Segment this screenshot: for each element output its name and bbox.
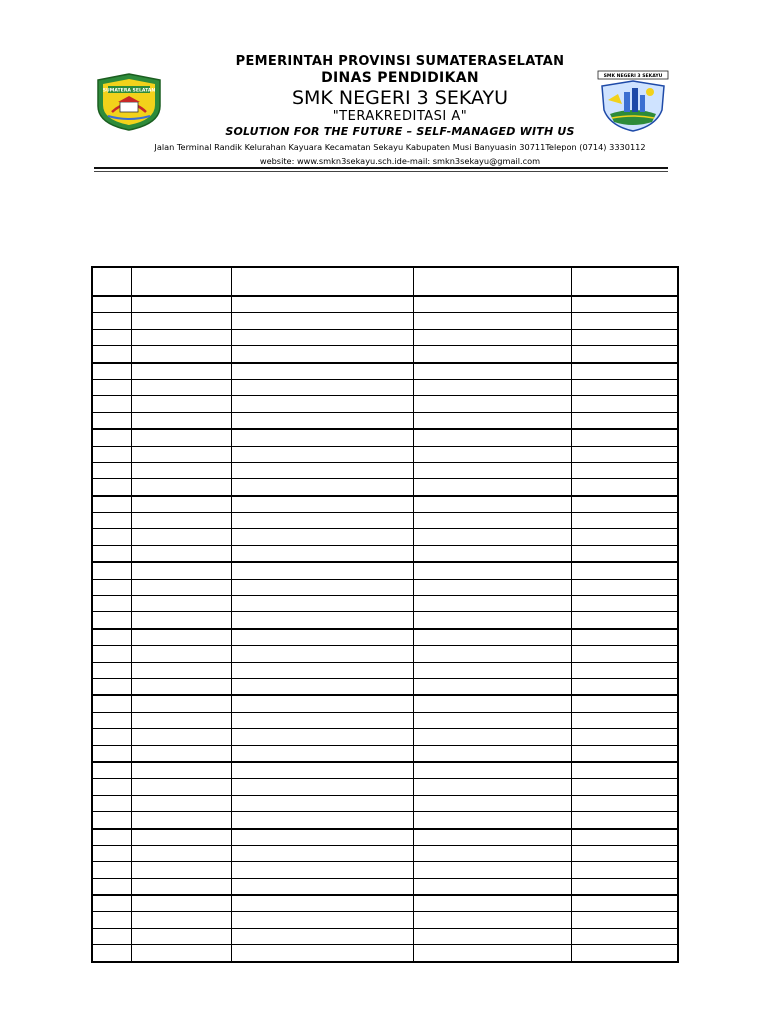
table-cell xyxy=(92,678,131,695)
table-cell xyxy=(231,462,413,478)
table-cell xyxy=(231,363,413,380)
table-row xyxy=(92,496,678,513)
table-cell xyxy=(131,712,231,728)
table-row xyxy=(92,712,678,728)
accreditation: "TERAKREDITASI A" xyxy=(332,109,468,124)
table-cell xyxy=(92,845,131,861)
table-cell xyxy=(231,678,413,695)
table-cell xyxy=(231,878,413,895)
table-cell xyxy=(571,346,678,363)
table-row xyxy=(92,462,678,478)
table-cell xyxy=(92,363,131,380)
table-cell xyxy=(131,396,231,412)
table-cell xyxy=(92,313,131,329)
table-cell xyxy=(131,267,231,296)
table-cell xyxy=(413,729,571,745)
table-cell xyxy=(92,479,131,496)
table-cell xyxy=(92,296,131,313)
letterhead xyxy=(130,54,670,168)
table-cell xyxy=(413,862,571,878)
table-cell xyxy=(231,313,413,329)
table-cell xyxy=(571,429,678,446)
table-cell xyxy=(413,529,571,545)
table-cell xyxy=(413,329,571,345)
table-cell xyxy=(413,928,571,944)
address: Jalan Terminal Randik Kelurahan Kayuara Kecamatan Sekayu Kabupaten Musi Banyuasin 30711Telepon (0714) 3330112 xyxy=(154,142,646,152)
table-cell xyxy=(231,945,413,962)
table-row xyxy=(92,329,678,345)
table-cell xyxy=(413,379,571,395)
table-row xyxy=(92,346,678,363)
table-row xyxy=(92,513,678,529)
table-cell xyxy=(571,712,678,728)
table-cell xyxy=(92,446,131,462)
table-cell xyxy=(571,678,678,695)
table-cell xyxy=(92,729,131,745)
table-row xyxy=(92,363,678,380)
government-name: PEMERINTAH PROVINSI SUMATERASELATAN xyxy=(235,54,565,69)
table-cell xyxy=(413,412,571,429)
table-cell xyxy=(231,695,413,712)
table-cell xyxy=(231,912,413,928)
table-row xyxy=(92,928,678,944)
table-cell xyxy=(131,612,231,629)
table-cell xyxy=(413,695,571,712)
table-cell xyxy=(413,945,571,962)
table-row xyxy=(92,579,678,595)
table-row xyxy=(92,562,678,579)
department-name: DINAS PENDIDIKAN xyxy=(321,70,479,86)
table-cell xyxy=(92,812,131,829)
table-cell xyxy=(231,446,413,462)
table-cell xyxy=(131,562,231,579)
table-cell xyxy=(231,895,413,912)
table-cell xyxy=(571,446,678,462)
table-cell xyxy=(131,878,231,895)
table-cell xyxy=(131,646,231,662)
table-cell xyxy=(231,829,413,846)
table-row xyxy=(92,479,678,496)
table-row xyxy=(92,545,678,562)
table-cell xyxy=(571,878,678,895)
table-cell xyxy=(92,795,131,811)
table-cell xyxy=(92,912,131,928)
table-cell xyxy=(231,712,413,728)
table-cell xyxy=(131,313,231,329)
table-cell xyxy=(92,629,131,646)
table-cell xyxy=(92,945,131,962)
table-cell xyxy=(413,829,571,846)
table-row xyxy=(92,662,678,678)
table-cell xyxy=(231,267,413,296)
table-cell xyxy=(231,762,413,779)
motto: SOLUTION FOR THE FUTURE – SELF-MANAGED WITH US xyxy=(225,125,575,138)
table-cell xyxy=(231,496,413,513)
table-cell xyxy=(413,579,571,595)
table-cell xyxy=(131,363,231,380)
table-cell xyxy=(231,779,413,795)
table-cell xyxy=(92,379,131,395)
contact-info: website: www.smkn3sekayu.sch.ide-mail: smkn3sekayu@gmail.com xyxy=(259,156,541,166)
table-cell xyxy=(231,928,413,944)
table-row xyxy=(92,945,678,962)
table-cell xyxy=(92,612,131,629)
table-cell xyxy=(231,562,413,579)
table-cell xyxy=(131,629,231,646)
table-cell xyxy=(131,695,231,712)
table-cell xyxy=(131,845,231,861)
table-cell xyxy=(231,579,413,595)
table-cell xyxy=(231,329,413,345)
table-cell xyxy=(92,895,131,912)
table-cell xyxy=(131,762,231,779)
table-cell xyxy=(231,296,413,313)
table-cell xyxy=(571,545,678,562)
table-row xyxy=(92,745,678,762)
table-cell xyxy=(571,912,678,928)
table-cell xyxy=(92,545,131,562)
table-cell xyxy=(131,729,231,745)
table-row xyxy=(92,529,678,545)
table-cell xyxy=(131,829,231,846)
table-cell xyxy=(92,878,131,895)
table-cell xyxy=(131,329,231,345)
table-cell xyxy=(571,779,678,795)
table-cell xyxy=(131,596,231,612)
table-cell xyxy=(92,412,131,429)
table-cell xyxy=(571,412,678,429)
table-cell xyxy=(92,579,131,595)
table-cell xyxy=(92,513,131,529)
table-cell xyxy=(413,712,571,728)
table-cell xyxy=(92,529,131,545)
table-cell xyxy=(231,646,413,662)
table-cell xyxy=(131,496,231,513)
table-cell xyxy=(231,513,413,529)
table-cell xyxy=(92,779,131,795)
table-cell xyxy=(413,462,571,478)
table-row xyxy=(92,429,678,446)
table-cell xyxy=(571,862,678,878)
table-cell xyxy=(131,412,231,429)
table-cell xyxy=(413,629,571,646)
table-cell xyxy=(413,662,571,678)
table-cell xyxy=(571,596,678,612)
table-cell xyxy=(571,745,678,762)
table-row xyxy=(92,779,678,795)
table-cell xyxy=(92,346,131,363)
table-cell xyxy=(413,296,571,313)
table-cell xyxy=(571,313,678,329)
table-row xyxy=(92,895,678,912)
table-cell xyxy=(571,662,678,678)
table-cell xyxy=(413,429,571,446)
table-row xyxy=(92,862,678,878)
table-cell xyxy=(131,678,231,695)
table-cell xyxy=(571,812,678,829)
table-cell xyxy=(231,662,413,678)
table-cell xyxy=(131,579,231,595)
table-cell xyxy=(571,795,678,811)
table-cell xyxy=(413,779,571,795)
table-cell xyxy=(413,562,571,579)
table-cell xyxy=(131,928,231,944)
table-row xyxy=(92,412,678,429)
table-cell xyxy=(92,695,131,712)
table-row xyxy=(92,446,678,462)
table-cell xyxy=(413,446,571,462)
table-cell xyxy=(413,795,571,811)
table-cell xyxy=(231,629,413,646)
table-cell xyxy=(413,363,571,380)
table-row xyxy=(92,795,678,811)
table-cell xyxy=(571,562,678,579)
table-cell xyxy=(571,945,678,962)
table-cell xyxy=(231,845,413,861)
table-cell xyxy=(231,812,413,829)
table-cell xyxy=(571,895,678,912)
table-cell xyxy=(131,446,231,462)
table-cell xyxy=(231,479,413,496)
table-cell xyxy=(413,479,571,496)
table-cell xyxy=(231,412,413,429)
table-cell xyxy=(413,596,571,612)
table-cell xyxy=(131,479,231,496)
table-cell xyxy=(131,545,231,562)
table-cell xyxy=(92,829,131,846)
table-row xyxy=(92,396,678,412)
table-cell xyxy=(92,646,131,662)
table-cell xyxy=(571,612,678,629)
table-cell xyxy=(231,862,413,878)
table-cell xyxy=(571,695,678,712)
table-header-row xyxy=(92,267,678,296)
table-cell xyxy=(571,363,678,380)
table-cell xyxy=(413,678,571,695)
table-cell xyxy=(413,612,571,629)
table-cell xyxy=(131,429,231,446)
table-cell xyxy=(131,296,231,313)
table-row xyxy=(92,878,678,895)
table-cell xyxy=(413,513,571,529)
table-cell xyxy=(571,296,678,313)
table-cell xyxy=(131,862,231,878)
table-cell xyxy=(231,729,413,745)
table-cell xyxy=(571,496,678,513)
table-cell xyxy=(92,712,131,728)
table-cell xyxy=(92,862,131,878)
school-name: SMK NEGERI 3 SEKAYU xyxy=(291,87,509,109)
table-row xyxy=(92,612,678,629)
empty-form-table xyxy=(91,266,679,963)
table-cell xyxy=(131,795,231,811)
table-cell xyxy=(92,662,131,678)
table-row xyxy=(92,296,678,313)
table-cell xyxy=(92,928,131,944)
table-cell xyxy=(131,912,231,928)
table-cell xyxy=(92,596,131,612)
table-cell xyxy=(231,346,413,363)
table-cell xyxy=(413,912,571,928)
right-logo-text: SMK NEGERI 3 SEKAYU xyxy=(603,74,663,79)
table-cell xyxy=(571,513,678,529)
table-cell xyxy=(92,562,131,579)
table-row xyxy=(92,695,678,712)
table-cell xyxy=(131,779,231,795)
table-cell xyxy=(231,429,413,446)
table-cell xyxy=(571,579,678,595)
table-cell xyxy=(571,729,678,745)
table-cell xyxy=(92,462,131,478)
table-cell xyxy=(231,795,413,811)
letterhead-divider-thin xyxy=(94,171,668,172)
table-cell xyxy=(571,479,678,496)
table-cell xyxy=(92,396,131,412)
table-row xyxy=(92,845,678,861)
table-cell xyxy=(92,745,131,762)
table-cell xyxy=(413,346,571,363)
table-cell xyxy=(571,646,678,662)
table-cell xyxy=(413,396,571,412)
table-cell xyxy=(571,529,678,545)
table-row xyxy=(92,678,678,695)
table-cell xyxy=(571,329,678,345)
table-cell xyxy=(571,845,678,861)
table-row xyxy=(92,379,678,395)
table-cell xyxy=(571,762,678,779)
table-row xyxy=(92,596,678,612)
table-cell xyxy=(571,829,678,846)
left-logo-text: SUMATERA SELATAN xyxy=(102,88,156,94)
table-cell xyxy=(413,313,571,329)
table-cell xyxy=(92,762,131,779)
table-cell xyxy=(231,596,413,612)
table-cell xyxy=(571,267,678,296)
table-cell xyxy=(413,812,571,829)
table-cell xyxy=(413,646,571,662)
table-cell xyxy=(571,629,678,646)
table-cell xyxy=(413,545,571,562)
table-row xyxy=(92,829,678,846)
table-row xyxy=(92,629,678,646)
letterhead-divider-thick xyxy=(94,167,668,169)
table-cell xyxy=(131,513,231,529)
table-cell xyxy=(131,462,231,478)
table-cell xyxy=(231,379,413,395)
table-cell xyxy=(231,529,413,545)
table-row xyxy=(92,762,678,779)
table-cell xyxy=(571,396,678,412)
table-cell xyxy=(413,762,571,779)
table-cell xyxy=(413,267,571,296)
table-row xyxy=(92,313,678,329)
table-cell xyxy=(131,945,231,962)
table-cell xyxy=(131,662,231,678)
table-cell xyxy=(131,745,231,762)
table-cell xyxy=(92,329,131,345)
table-cell xyxy=(131,346,231,363)
table-cell xyxy=(413,845,571,861)
table-cell xyxy=(571,379,678,395)
table-cell xyxy=(131,529,231,545)
table-cell xyxy=(131,812,231,829)
table-cell xyxy=(413,895,571,912)
table-cell xyxy=(231,745,413,762)
table-row xyxy=(92,812,678,829)
table-cell xyxy=(92,496,131,513)
table-cell xyxy=(413,496,571,513)
table-cell xyxy=(131,379,231,395)
table-cell xyxy=(231,612,413,629)
table-cell xyxy=(131,895,231,912)
table-row xyxy=(92,912,678,928)
table-cell xyxy=(413,745,571,762)
table-cell xyxy=(231,396,413,412)
table-cell xyxy=(571,928,678,944)
table-cell xyxy=(92,267,131,296)
table-row xyxy=(92,646,678,662)
table-cell xyxy=(92,429,131,446)
table-cell xyxy=(413,878,571,895)
table-row xyxy=(92,729,678,745)
table-cell xyxy=(571,462,678,478)
table-cell xyxy=(231,545,413,562)
